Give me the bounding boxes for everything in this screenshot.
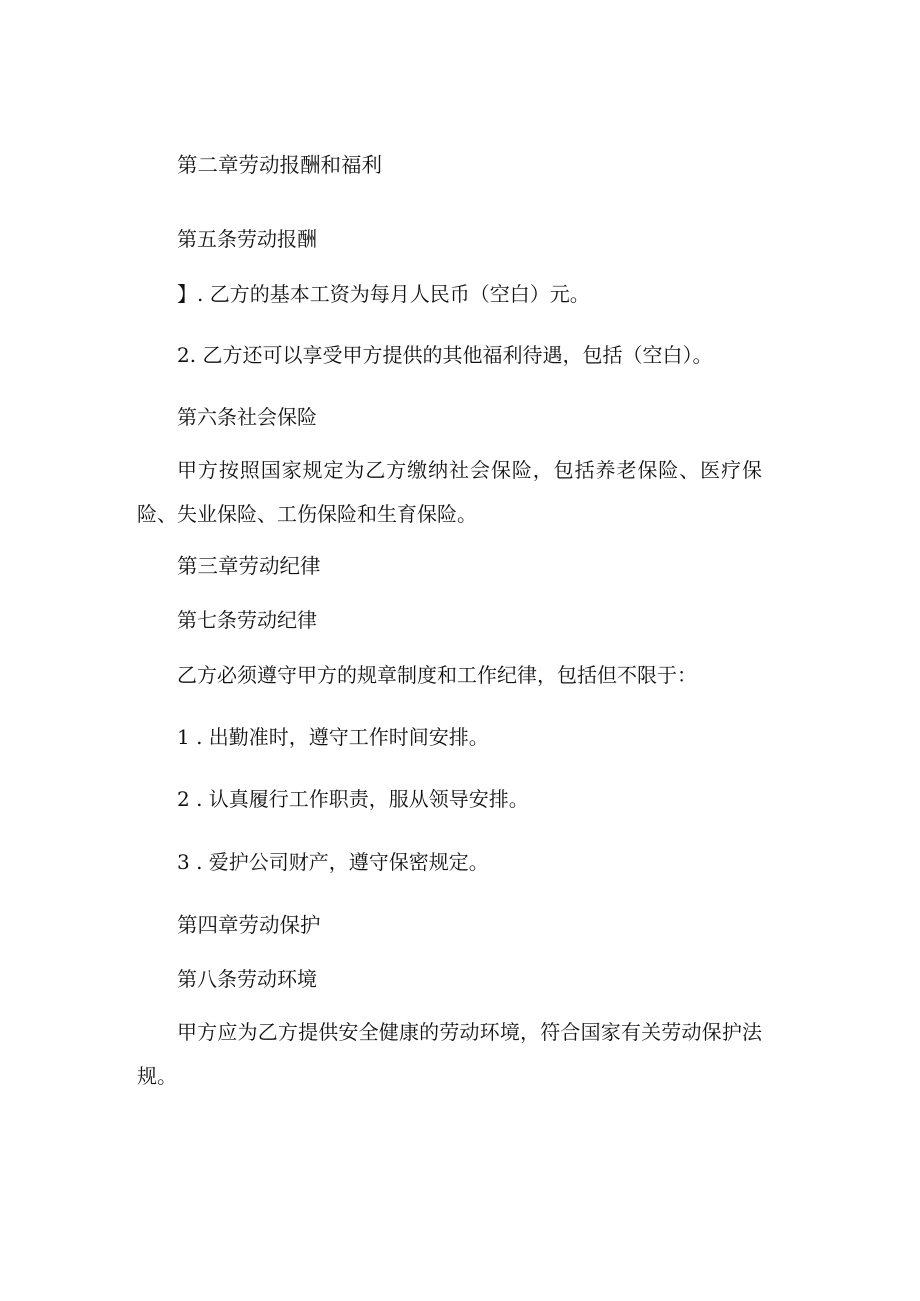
article-6-heading: 第六条社会保险: [177, 405, 317, 429]
article-5-item-2: 2. 乙方还可以享受甲方提供的其他福利待遇，包括（空白）。: [177, 343, 713, 367]
article-7-item-1: 1 . 出勤准时，遵守工作时间安排。: [177, 725, 489, 749]
article-7-item-3: 3 . 爱护公司财产，遵守保密规定。: [177, 850, 489, 874]
article-5-item-1: 】. 乙方的基本工资为每月人民币（空白）元。: [177, 282, 590, 306]
article-7-heading: 第七条劳动纪律: [177, 608, 317, 632]
article-7-item-2: 2 . 认真履行工作职责，服从领导安排。: [177, 787, 529, 811]
chapter-2-heading: 第二章劳动报酬和福利: [177, 153, 382, 177]
article-5-heading: 第五条劳动报酬: [177, 227, 317, 251]
chapter-4-heading: 第四章劳动保护: [177, 913, 321, 937]
article-8-heading: 第八条劳动环境: [177, 967, 317, 991]
article-6-paragraph: 甲方按照国家规定为乙方缴纳社会保险，包括养老保险、医疗保险、失业保险、工伤保险和生育保险。: [137, 458, 762, 526]
article-8-paragraph: 甲方应为乙方提供安全健康的劳动环境，符合国家有关劳动保护法规。: [137, 1020, 762, 1088]
chapter-3-heading: 第三章劳动纪律: [177, 554, 321, 578]
article-7-intro: 乙方必须遵守甲方的规章制度和工作纪律，包括但不限于：: [177, 663, 697, 687]
